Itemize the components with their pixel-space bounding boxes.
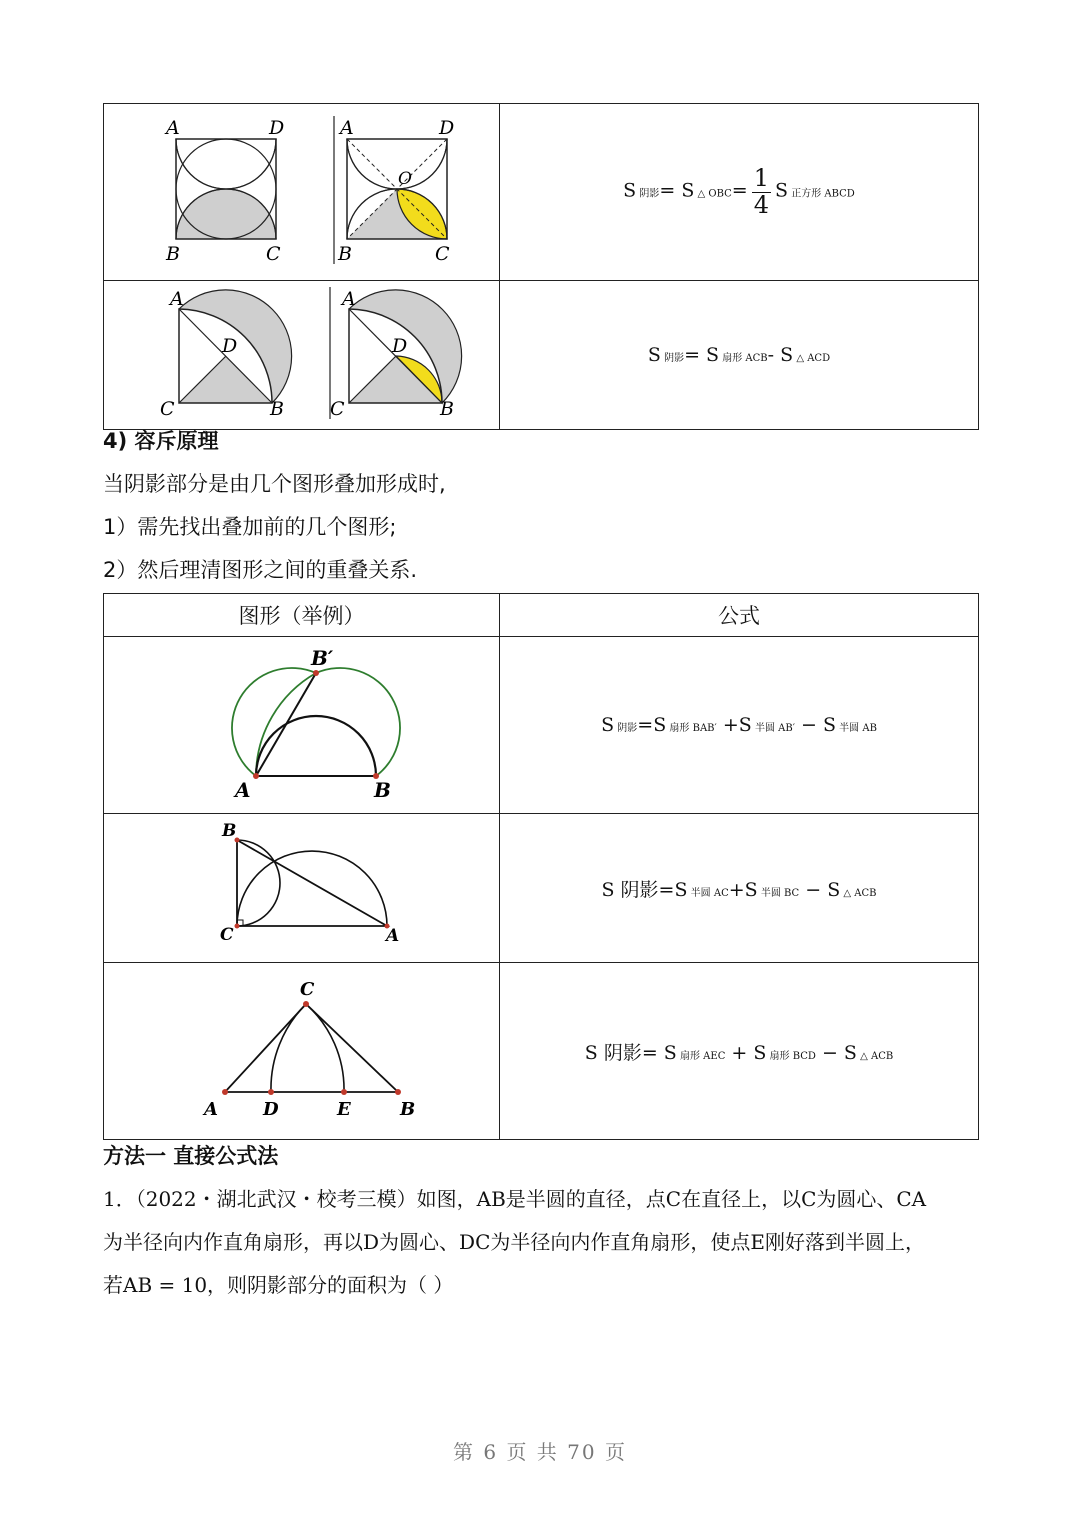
table1-row2: [104, 281, 979, 430]
table2-row1: [104, 637, 979, 814]
label-B-prime: B′: [311, 646, 334, 670]
section-heading-inclusion-exclusion: 4) 容斥原理: [103, 429, 219, 453]
formula-text: + S: [725, 1041, 767, 1064]
label-A: A: [204, 1099, 218, 1120]
label-D: D: [263, 1099, 279, 1120]
label-B: B: [166, 243, 180, 265]
label-A: A: [170, 288, 184, 310]
table1-row1-formula: [500, 104, 979, 281]
label-B: B: [440, 398, 454, 420]
table1-row2-formula: [500, 281, 979, 430]
formula-subscript: 半圆 BC: [757, 887, 800, 899]
formula-subscript: 阴影: [614, 723, 638, 734]
formula-subscript: 扇形 AEC: [676, 1050, 726, 1062]
formula-text: − S: [799, 878, 841, 901]
formula-text: - S: [767, 344, 794, 366]
question-line-2: 为半径向内作直角扇形，再以D为圆心、DC为半径向内作直角扇形，使点E刚好落到半圆上，: [103, 1230, 925, 1254]
page-footer: 第 6 页 共 70 页: [453, 1440, 627, 1464]
quarter-circle-figure-left: [160, 288, 292, 420]
fraction-one-quarter: [752, 166, 771, 217]
table1-row2-figure: [104, 281, 500, 430]
four-petal-square-figures: [104, 104, 499, 276]
quarter-circle-figures: [104, 281, 499, 425]
question-line-1: 1．（2022・湖北武汉・校考三模）如图，AB是半圆的直径，点C在直径上，以C为圆心、CA: [103, 1187, 927, 1211]
table2-header-row: [104, 594, 979, 637]
label-A: A: [386, 926, 400, 946]
formula-subscript: △ OBC: [694, 189, 732, 200]
method-heading: 方法一 直接公式法: [103, 1144, 279, 1168]
label-A: A: [166, 117, 180, 139]
label-B: B: [400, 1099, 416, 1120]
label-C: C: [435, 243, 450, 265]
formula-text: =S: [637, 714, 667, 736]
formula-text: S 阴影=S: [601, 878, 688, 901]
section-text-line-3: 2）然后理清图形之间的重叠关系.: [103, 558, 418, 582]
section-text-line-1: 当阴影部分是由几个图形叠加形成时,: [103, 472, 446, 496]
fraction-numerator: 1: [753, 164, 769, 193]
formula-text: − S: [794, 714, 836, 736]
right-triangle-semicircles-figure: [104, 814, 499, 958]
formula-subscript: △ ACB: [856, 1050, 894, 1062]
formula-text: S: [647, 344, 661, 366]
label-D: D: [392, 335, 408, 357]
label-C: C: [300, 979, 315, 1000]
square-figure-right: [337, 117, 454, 265]
table2-row2-figure: [104, 814, 500, 963]
table1-row1: [104, 104, 979, 281]
table2-row1-figure: [104, 637, 500, 814]
quarter-circle-figure-right: [330, 288, 462, 420]
triangle-sectors-figure: [104, 963, 499, 1135]
formula-subscript: 半圆 AC: [687, 887, 729, 899]
square-figure-left: [164, 117, 284, 265]
label-C: C: [330, 398, 345, 420]
formula-subscript: 正方形 ABCD: [788, 189, 855, 200]
formula-text: S: [601, 714, 615, 736]
label-A: A: [340, 117, 354, 139]
header-formula: 公式: [500, 594, 979, 637]
formula-text: = S: [659, 180, 695, 202]
formula-text: = S: [684, 344, 720, 366]
label-B: B: [374, 778, 391, 802]
formula-text: +S: [716, 714, 752, 736]
label-D: D: [439, 117, 455, 139]
formula-subscript: 扇形 BCD: [766, 1050, 816, 1062]
formula-subscript: 阴影: [660, 353, 685, 364]
rotated-semicircle-figure: [104, 637, 499, 809]
label-B: B: [338, 243, 352, 265]
question-line-3: 若AB = 10，则阴影部分的面积为（ ）: [103, 1273, 454, 1297]
section-text-line-2: 1）需先找出叠加前的几个图形;: [103, 515, 397, 539]
formula-subscript: 半圆 AB′: [751, 723, 795, 734]
label-C: C: [160, 398, 175, 420]
formula-subscript: 半圆 AB: [835, 723, 877, 734]
formula-text: S 阴影= S: [584, 1041, 677, 1064]
label-E: E: [337, 1099, 351, 1120]
formula-text: S: [623, 180, 637, 202]
shaded-area-table-1: [103, 103, 979, 430]
table1-row1-figure: [104, 104, 500, 281]
table2-row2-formula: [500, 814, 979, 963]
formula-text: S: [775, 180, 789, 202]
formula-text: +S: [728, 878, 758, 901]
label-B: B: [222, 821, 237, 841]
label-D: D: [222, 335, 238, 357]
table2-row3: [104, 963, 979, 1140]
label-A: A: [235, 778, 251, 802]
formula-subscript: 扇形 BAB′: [666, 723, 717, 734]
label-C: C: [220, 925, 234, 945]
fraction-denominator: 4: [753, 190, 769, 219]
table2-row3-formula: [500, 963, 979, 1140]
formula-subscript: 扇形 ACB: [719, 353, 768, 364]
label-D: D: [269, 117, 285, 139]
inclusion-exclusion-table: [103, 593, 979, 1140]
table2-row2: [104, 814, 979, 963]
label-B: B: [270, 398, 284, 420]
table2-row3-figure: [104, 963, 500, 1140]
label-A: A: [342, 288, 356, 310]
formula-subscript: 阴影: [636, 189, 660, 200]
header-figure-example: 图形（举例）: [104, 594, 500, 637]
formula-text: =: [731, 180, 748, 202]
formula-subscript: △ ACD: [793, 353, 831, 364]
formula-text: − S: [815, 1041, 857, 1064]
label-O: O: [398, 169, 412, 189]
formula-subscript: △ ACB: [840, 887, 877, 899]
table2-row1-formula: [500, 637, 979, 814]
label-C: C: [266, 243, 281, 265]
